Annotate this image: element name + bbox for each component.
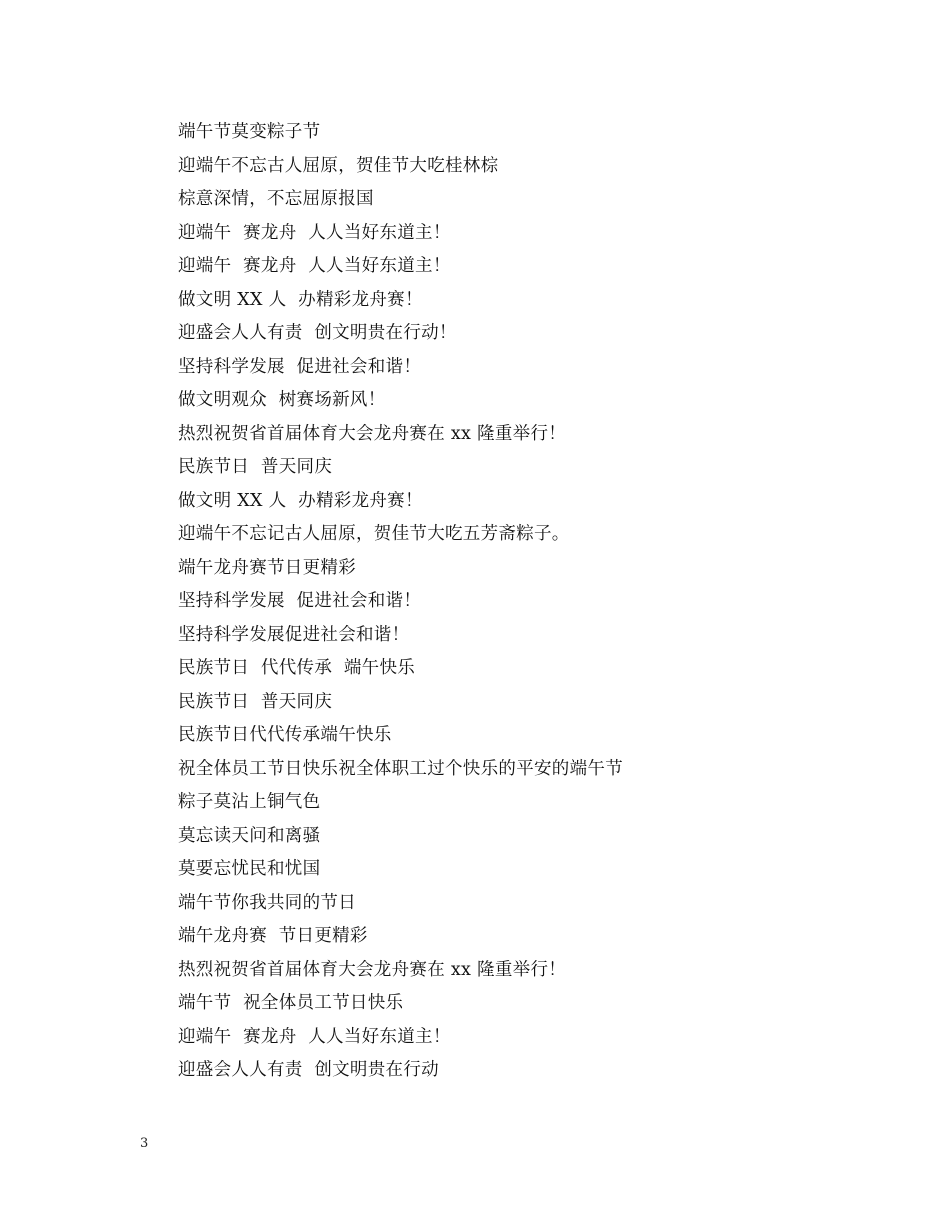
text-line: 做文明观众 树赛场新风！ xyxy=(178,390,386,410)
text-line: 端午节 祝全体员工节日快乐 xyxy=(178,993,404,1013)
text-line: 迎端午不忘古人屈原，贺佳节大吃桂林棕 xyxy=(178,155,499,176)
text-line: 迎盛会人人有责 创文明贵在行动！ xyxy=(178,323,457,343)
text-line: 莫忘读天问和离骚 xyxy=(178,825,321,846)
text-line: 热烈祝贺省首届体育大会龙舟赛在 xx 隆重举行！ xyxy=(178,959,567,980)
text-line: 坚持科学发展促进社会和谐！ xyxy=(178,624,410,645)
text-line: 迎端午 赛龙舟 人人当好东道主！ xyxy=(178,1026,451,1047)
text-line: 民族节日 代代传承 端午快乐 xyxy=(178,658,416,678)
text-line: 莫要忘忧民和忧国 xyxy=(178,859,321,879)
text-line: 迎端午 赛龙舟 人人当好东道主！ xyxy=(178,222,451,243)
text-line: 民族节日代代传承端午快乐 xyxy=(178,725,392,745)
text-line: 迎端午不忘记古人屈原，贺佳节大吃五芳斋粽子。 xyxy=(178,524,570,544)
text-line: 做文明 XX 人 办精彩龙舟赛！ xyxy=(178,289,423,310)
text-line: 坚持科学发展 促进社会和谐！ xyxy=(178,591,422,611)
text-line: 民族节日 普天同庆 xyxy=(178,457,333,477)
text-line: 端午节你我共同的节日 xyxy=(178,892,356,913)
text-line: 端午节莫变粽子节 xyxy=(178,122,321,142)
text-line: 迎盛会人人有责 创文明贵在行动 xyxy=(178,1060,439,1080)
text-line: 民族节日 普天同庆 xyxy=(178,691,333,712)
page-number: 3 xyxy=(140,1136,149,1151)
text-line: 祝全体员工节日快乐祝全体职工过个快乐的平安的端午节 xyxy=(178,758,623,779)
text-line: 迎端午 赛龙舟 人人当好东道主！ xyxy=(178,256,451,276)
slogan-list xyxy=(178,116,878,1088)
text-line: 坚持科学发展 促进社会和谐！ xyxy=(178,356,422,377)
text-line: 热烈祝贺省首届体育大会龙舟赛在 xx 隆重举行！ xyxy=(178,423,567,444)
text-line: 做文明 XX 人 办精彩龙舟赛！ xyxy=(178,490,423,511)
text-line: 端午龙舟赛 节日更精彩 xyxy=(178,926,368,946)
text-line: 棕意深情，不忘屈原报国 xyxy=(178,189,374,209)
text-line: 端午龙舟赛节日更精彩 xyxy=(178,557,356,578)
text-line: 粽子莫沾上铜气色 xyxy=(178,792,321,812)
